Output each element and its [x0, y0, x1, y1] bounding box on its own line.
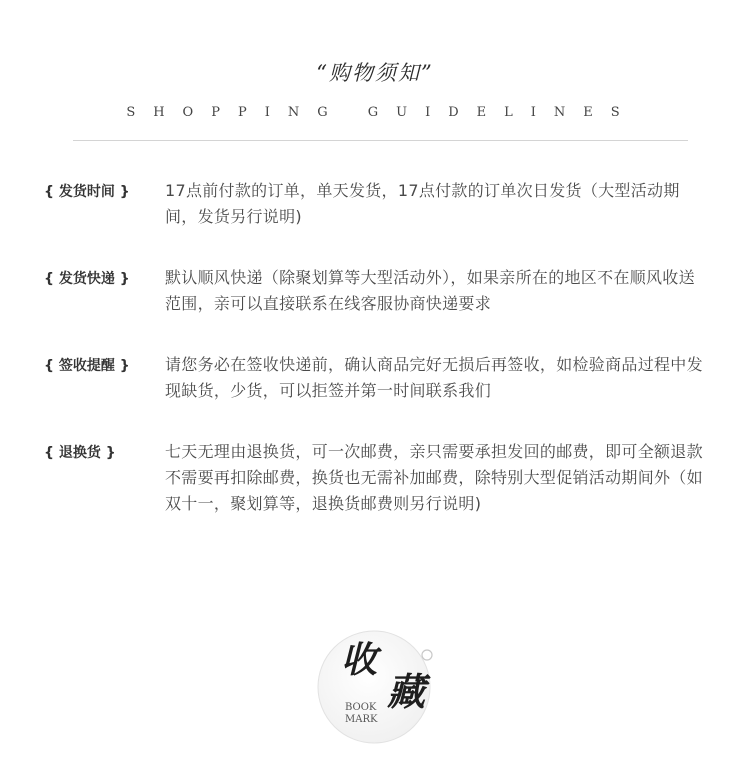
rule-text: 17点前付款的订单，单天发货，17点付款的订单次日发货（大型活动期间，发货另行说明): [165, 181, 680, 226]
rule-signing-reminder: [44, 352, 704, 404]
rule-shipping-time: [44, 178, 704, 230]
rule-text: 七天无理由退换货，可一次邮费，亲只需要承担发回的邮费，即可全额退款不需要再扣除邮费，换货也无需补加邮费，除特别大型促销活动期间外（如双十一，聚划算等，退换货邮费则另行说明): [165, 442, 703, 513]
stamp-char-2: 藏: [387, 669, 426, 714]
rule-label: { 发货快递 }: [44, 271, 130, 287]
guidelines-list: [44, 178, 704, 552]
rule-shipping-courier: [44, 265, 704, 317]
stamp-en-line2: MARK: [345, 714, 378, 725]
header-divider: [73, 140, 688, 141]
bookmark-stamp[interactable]: [317, 630, 457, 745]
rule-label: { 发货时间 }: [44, 184, 130, 200]
rule-returns: [44, 439, 704, 517]
stamp-en-line1: BOOK: [345, 702, 377, 713]
guidelines-header: [0, 58, 750, 122]
page-subtitle: SHOPPING GUIDELINES: [126, 105, 638, 120]
stamp-char-1: 收: [341, 639, 378, 681]
rule-label: { 签收提醒 }: [44, 358, 130, 374]
rule-label: { 退换货 }: [44, 445, 116, 461]
rule-text: 默认顺风快递（除聚划算等大型活动外），如果亲所在的地区不在顺风收送范围，亲可以直接联系在线客服协商快递要求: [165, 268, 695, 313]
rule-text: 请您务必在签收快递前，确认商品完好无损后再签收，如检验商品过程中发现缺货，少货，可以拒签并第一时间联系我们: [165, 355, 703, 400]
stamp-en-label: [345, 702, 377, 726]
page-title: “购物须知”: [316, 61, 434, 85]
